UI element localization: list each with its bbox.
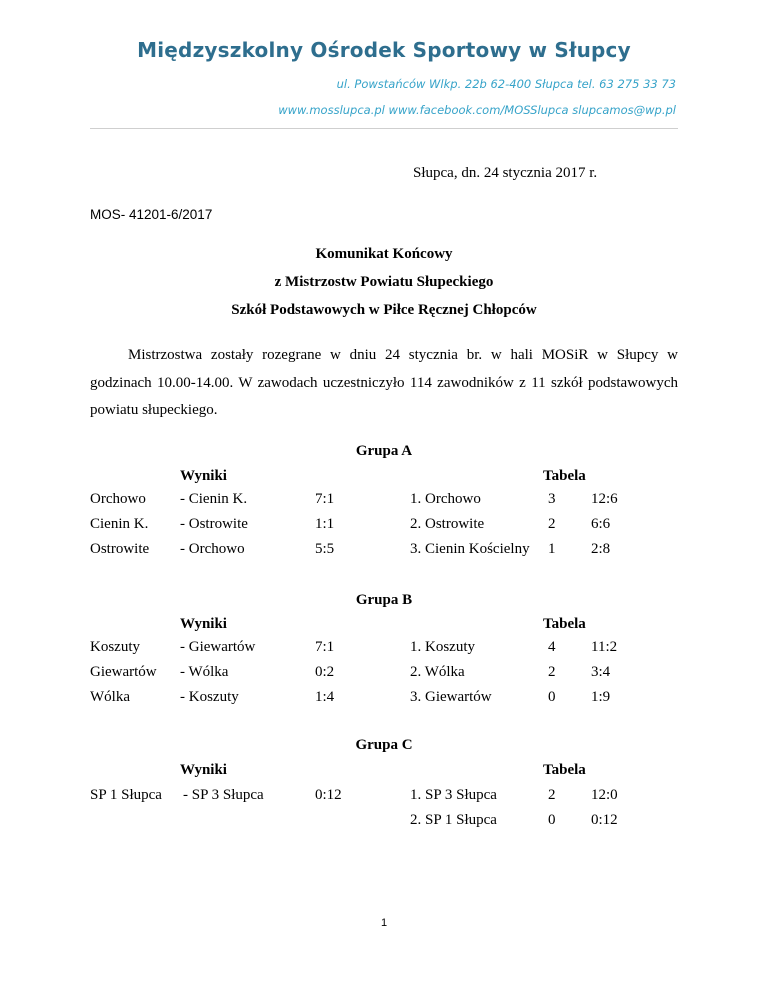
standing-goals: 0:12 [591,812,618,828]
match-away: - Cienin K. [180,491,248,507]
standing-team: 1. Orchowo [410,491,481,507]
standing-points: 0 [548,812,556,828]
match-score: 7:1 [315,491,335,507]
match-away: - Koszuty [180,689,239,705]
match-score: 7:1 [315,639,335,655]
address-line: ul. Powstańców Wlkp. 22b 62-400 Słupca tel. 63 275 33 73 [336,77,676,91]
match-score: 1:4 [315,689,335,705]
organization-name: Międzyszkolny Ośrodek Sportowy w Słupcy [137,38,631,62]
standing-goals: 2:8 [591,541,611,557]
standing-goals: 12:6 [591,491,618,507]
standings-label: Tabela [543,762,586,778]
standing-points: 2 [548,664,556,680]
standing-points: 2 [548,787,556,803]
standing-team: 2. Wólka [410,664,465,680]
match-away: - Giewartów [180,639,256,655]
standing-goals: 3:4 [591,664,611,680]
match-score: 5:5 [315,541,335,557]
page-number: 1 [380,917,388,929]
standing-goals: 11:2 [591,639,618,655]
results-label: Wyniki [180,468,227,484]
group-heading: Grupa C [355,737,413,753]
match-home: Giewartów [90,664,157,680]
reference-number: MOS- 41201-6/2017 [90,207,213,222]
match-home: Ostrowite [90,541,150,557]
match-home: Wólka [90,689,130,705]
match-home: Orchowo [90,491,146,507]
standing-team: 1. SP 3 Słupca [410,787,497,803]
standing-goals: 12:0 [591,787,618,803]
standing-team: 3. Giewartów [410,689,492,705]
match-home: Cienin K. [90,516,149,532]
standings-label: Tabela [543,616,586,632]
contact-line: www.mosslupca.pl www.facebook.com/MOSSlupca slupcamos@wp.pl [278,103,676,117]
standing-team: 2. SP 1 Słupca [410,812,497,828]
match-home: SP 1 Słupca [90,787,162,803]
standing-points: 2 [548,516,556,532]
standing-team: 1. Koszuty [410,639,475,655]
match-score: 0:12 [315,787,342,803]
document-subtitle-2: Szkół Podstawowych w Piłce Ręcznej Chłopców [231,302,537,318]
document-subtitle: z Mistrzostw Powiatu Słupeckiego [274,274,494,290]
standing-team: 3. Cienin Kościelny [410,541,530,557]
results-label: Wyniki [180,616,227,632]
match-away: - SP 3 Słupca [183,787,264,803]
standing-team: 2. Ostrowite [410,516,485,532]
results-label: Wyniki [180,762,227,778]
header-divider [90,128,678,129]
standing-points: 0 [548,689,556,705]
standings-label: Tabela [543,468,586,484]
match-away: - Orchowo [180,541,245,557]
match-away: - Ostrowite [180,516,248,532]
match-score: 0:2 [315,664,335,680]
standing-points: 3 [548,491,556,507]
standing-points: 4 [548,639,556,655]
group-heading: Grupa A [355,443,413,459]
standing-goals: 6:6 [591,516,611,532]
standing-points: 1 [548,541,556,557]
match-score: 1:1 [315,516,335,532]
match-home: Koszuty [90,639,140,655]
match-away: - Wólka [180,664,229,680]
date-line: Słupca, dn. 24 stycznia 2017 r. [413,165,598,181]
document-title: Komunikat Końcowy [315,246,453,262]
group-heading: Grupa B [355,592,413,608]
intro-paragraph: Mistrzostwa zostały rozegrane w dniu 24 stycznia br. w hali MOSiR w Słupcy w godzinach 10.00-14.00. W zawodach uczestniczyło 114 zawodników z 11 szkół podstawowych powiatu słupeckiego. [90,347,678,418]
standing-goals: 1:9 [591,689,611,705]
